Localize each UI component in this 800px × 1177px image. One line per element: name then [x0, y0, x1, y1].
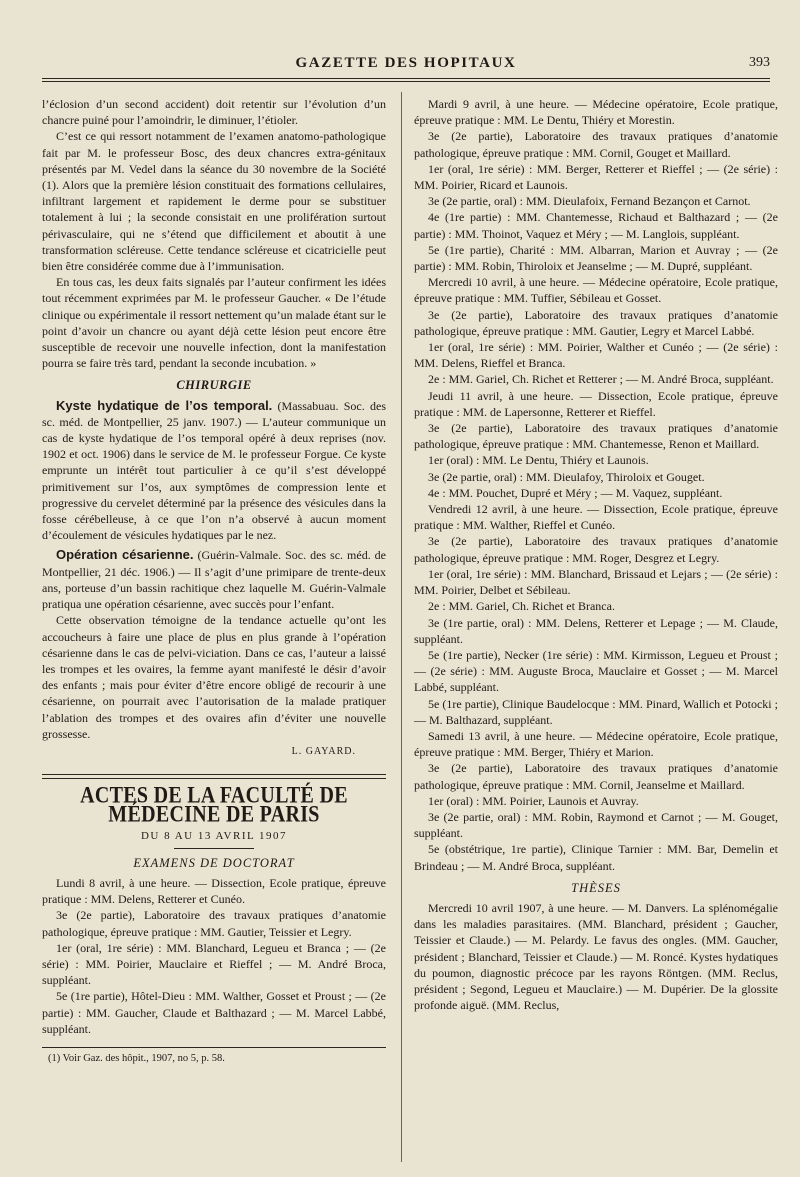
exam-entry: 2e : MM. Gariel, Ch. Richet et Retterer ; — M. André Broca, suppléant. [428, 372, 774, 387]
exam-entry: 3e (2e partie), Laboratoire des travaux pratiques d’anatomie pathologique, épreuve pratique : MM. Cornil, Gouget et Maillard. [414, 129, 778, 160]
exam-entry: 3e (2e partie), Laboratoire des travaux pratiques d’anatomie pathologique, épreuve pratique : MM. Cornil, Jeanselme et Maillard. [414, 761, 778, 792]
exam-entry: 1er (oral, 1re série) : MM. Berger, Retterer et Rieffel ; — (2e série) : MM. Poirier, Ricard et Launois. [414, 161, 778, 193]
exam-entry: 5e (obstétrique, 1re partie), Clinique Tarnier : MM. Bar, Demelin et Brindeau ; — M. André Broca, suppléant. [414, 842, 778, 873]
acts-title: ACTES DE LA FACULTÉ DE MÉDECINE DE PARIS [80, 782, 348, 828]
article-body: (Guérin-Valmale. Soc. des sc. méd. de Montpellier, 21 déc. 1906.) — Il s’agit d’une primipare de trente-deux ans, porteuse d’un bassin rachitique chez laquelle M. Guérin-Valmale pratiqua une opération césarienne, avec succès pour l’enfant. [42, 548, 386, 612]
section-divider [42, 774, 386, 779]
author-signature: L. GAYARD. [291, 745, 356, 757]
section-heading-chirurgie: CHIRURGIE [176, 378, 252, 393]
paragraph: C’est ce qui ressort notamment de l’examen anatomo-pathologique fait par M. le professeur Bosc, des deux chancres extra-génitaux présentés par M. Vedel dans la séance du 30 novembre de la Société (1). Alors que la première lésion constituait des formations cellulaires, infiltrant largement et rapidement le derme pour se substituer totalement à lui ; la seconde consistait en une prolifération surtout périvasculaire, qui ne s’étend que difficilement et aboutit à une transformation scléreuse. Cette tendance scléreuse et cicatricielle peut bien être considérée comme due à l’immunisation. [42, 129, 386, 274]
exam-entry: Mardi 9 avril, à une heure. — Médecine opératoire, Ecole pratique, épreuve pratique : MM. Le Dentu, Thiéry et Morestin. [414, 97, 778, 128]
exam-entry: Lundi 8 avril, à une heure. — Dissection, Ecole pratique, épreuve pratique : MM. Delens, Retterer et Cunéo. [42, 875, 386, 907]
page-number: 393 [749, 55, 770, 70]
footnote-rule [42, 1047, 386, 1048]
exam-entry: 3e (2e partie), Laboratoire des travaux pratiques d’anatomie pathologique, épreuve pratique : MM. Gautier, Teissier et Legry. [42, 908, 386, 939]
exam-entry: 4e : MM. Pouchet, Dupré et Méry ; — M. Vaquez, suppléant. [428, 485, 723, 500]
exam-entry: 3e (2e partie), Laboratoire des travaux pratiques d’anatomie pathologique, épreuve pratique : MM. Chantemesse, Renon et Maillard. [414, 421, 778, 452]
exam-entry: Samedi 13 avril, à une heure. — Médecine opératoire, Ecole pratique, épreuve pratique : MM. Berger, Thiéry et Marion. [414, 728, 778, 760]
exam-entry: 4e (1re partie) : MM. Chantemesse, Richaud et Balthazard ; — (2e partie) : MM. Thoinot, Vaquez et Méry ; — M. Langlois, suppléant. [414, 210, 778, 241]
page-header [42, 52, 770, 74]
exam-entry: Jeudi 11 avril, à une heure. — Dissection, Ecole pratique, épreuve pratique : MM. de Lapersonne, Retterer et Rieffel. [414, 388, 778, 419]
exam-entry: Vendredi 12 avril, à une heure. — Dissection, Ecole pratique, épreuve pratique : MM. Walther, Rieffel et Cunéo. [414, 502, 778, 533]
header-rule-top [42, 78, 770, 79]
exam-entry: 1er (oral, 1re série) : MM. Poirier, Walther et Cunéo ; — (2e série) : MM. Delens, Rieffel et Branca. [414, 340, 778, 371]
paragraph: En tous cas, les deux faits signalés par l’auteur confirment les idées tout récemment exprimées par M. le professeur Gaucher. « De l’étude clinique ou expérimentale il ressort nettement qu’un malade étant sur le point d’avoir un chancre ou ayant déjà cette lésion peut encore être susceptible de recevoir une nouvelle infection, dont la manifestation pourra se faire très tard, pendant la seconde incubation. » [42, 275, 386, 371]
exam-entry: 5e (1re partie), Hôtel-Dieu : MM. Walther, Gosset et Proust ; — (2e partie) : MM. Gaucher, Claude et Balthazard ; — M. Marcel Labbé, suppléant. [42, 989, 386, 1036]
theses-heading: THÈSES [571, 880, 621, 895]
exam-entry: 5e (1re partie), Clinique Baudelocque : MM. Pinard, Wallich et Potocki ; — M. Balthazard, suppléant. [414, 696, 778, 727]
journal-title: GAZETTE DES HOPITAUX [295, 55, 517, 71]
article-title: Opération césarienne. [56, 547, 194, 563]
exam-entry: 5e (1re partie), Necker (1re série) : MM. Kirmisson, Legueu et Proust ; — (2e série) : MM. Auguste Broca, Mauclaire et Gosset ; — M. Marcel Labbé, suppléant. [414, 647, 778, 695]
exam-entry: 3e (2e partie, oral) : MM. Dieulafoix, Fernand Bezançon et Carnot. [428, 194, 751, 209]
exam-entry: 1er (oral, 1re série) : MM. Blanchard, Brissaud et Lejars ; — (2e série) : MM. Poirier, Delbet et Sébileau. [414, 566, 778, 598]
exam-entry: 1er (oral, 1re série) : MM. Blanchard, Legueu et Branca ; — (2e série) : MM. Poirier, Mauclaire et Rieffel ; — M. André Broca, suppléant. [42, 940, 386, 988]
exam-entry: 1er (oral) : MM. Poirier, Launois et Auvray. [428, 793, 639, 808]
article-body: (Massabuau. Soc. des sc. méd. de Montpellier, 25 janv. 1907.) — L’auteur communique un cas de kyste hydatique de l’os temporal opéré à deux reprises (nov. 1902 et oct. 1906) dans le service de M. le professeur Forgue. Ce kyste emprunte un intérêt tout particulier à ce qu’il s’est développé primitivement sur l’os, aux symptômes de compression lente et progressive du cervelet déterminé par la présence des vésicules dans la fosse cérébelleuse, à ce que l’on n’a observé à aucun moment d’écoulement de vésicules hydatiques par le nez. [42, 398, 387, 543]
short-rule [174, 848, 254, 849]
theses-list: Mercredi 10 avril 1907, à une heure. — M. Danvers. La splénomégalie dans les maladies parasitaires. (MM. Blanchard, président ; Gaucher, Teissier et Claude.) — M. Pelardy. Le favus des ongles. (MM. Gaucher, président ; Blanchard, Teissier et Claude.) — M. Roncé. Kystes hydatiques du poumon, diagnostic précoce par les rayons Röntgen. (MM. Reclus, président ; Segond, Legueu et Mauclaire.) — M. Dupérier. De la glossite profonde aiguë. (MM. Reclus, [414, 900, 778, 1013]
right-column [414, 96, 778, 1013]
footnote: (1) Voir Gaz. des hôpit., 1907, no 5, p. 58. [48, 1052, 225, 1064]
article-title: Kyste hydatique de l’os temporal. [56, 397, 273, 413]
exam-entry: 3e (2e partie, oral) : MM. Robin, Raymond et Carnot ; — M. Gouget, suppléant. [414, 809, 778, 841]
header-rule-bottom [42, 81, 770, 82]
exam-entry: 2e : MM. Gariel, Ch. Richet et Branca. [428, 599, 615, 614]
acts-dates: DU 8 AU 13 AVRIL 1907 [140, 829, 288, 842]
paragraph: l’éclosion d’un second accident) doit retentir sur l’évolution d’un chancre puiné pour l’amoindrir, le diminuer, l’étioler. [42, 97, 386, 128]
paragraph: Cette observation témoigne de la tendance actuelle qu’ont les accoucheurs à faire une place de plus en plus grande à l’opération césarienne dans le cas de pelvi-viciation. Dans ce cas, l’auteur a laissé les trompes et les ovaires, la femme ayant manifesté le désir d’avoir des enfants ; mais pour éviter d’être encore obligé de recourir à une césarienne, on pourrait avec l’autorisation de la malade pratiquer l’ablation des trompes et des ovaires afin d’éviter une nouvelle grossesse. [42, 613, 386, 741]
exam-entry: 3e (2e partie), Laboratoire des travaux pratiques d’anatomie pathologique, épreuve pratique : MM. Gautier, Legry et Marcel Labbé. [414, 307, 778, 338]
exams-heading: EXAMENS DE DOCTORAT [133, 855, 295, 870]
exam-entry: Mercredi 10 avril, à une heure. — Médecine opératoire, Ecole pratique, épreuve pratique : MM. Tuffier, Sébileau et Gosset. [414, 275, 778, 306]
exam-entry: 3e (1re partie, oral) : MM. Delens, Retterer et Lepage ; — M. Claude, suppléant. [414, 615, 778, 646]
article-operation-cesarienne [42, 547, 386, 612]
exam-entry: 3e (2e partie), Laboratoire des travaux pratiques d’anatomie pathologique, épreuve pratique : MM. Roger, Desgrez et Legry. [414, 534, 778, 565]
exam-entry: 5e (1re partie), Charité : MM. Albarran, Marion et Auvray ; — (2e partie) : MM. Robin, Thiroloix et Jeanselme ; — M. Dupré, suppléant. [414, 242, 778, 274]
article-kyste-hydatique [42, 398, 386, 544]
left-column [42, 96, 386, 1066]
exam-entry: 3e (2e partie, oral) : MM. Dieulafoy, Thiroloix et Gouget. [428, 469, 705, 484]
column-divider [401, 92, 402, 1162]
exam-entry: 1er (oral) : MM. Le Dentu, Thiéry et Launois. [428, 453, 649, 468]
